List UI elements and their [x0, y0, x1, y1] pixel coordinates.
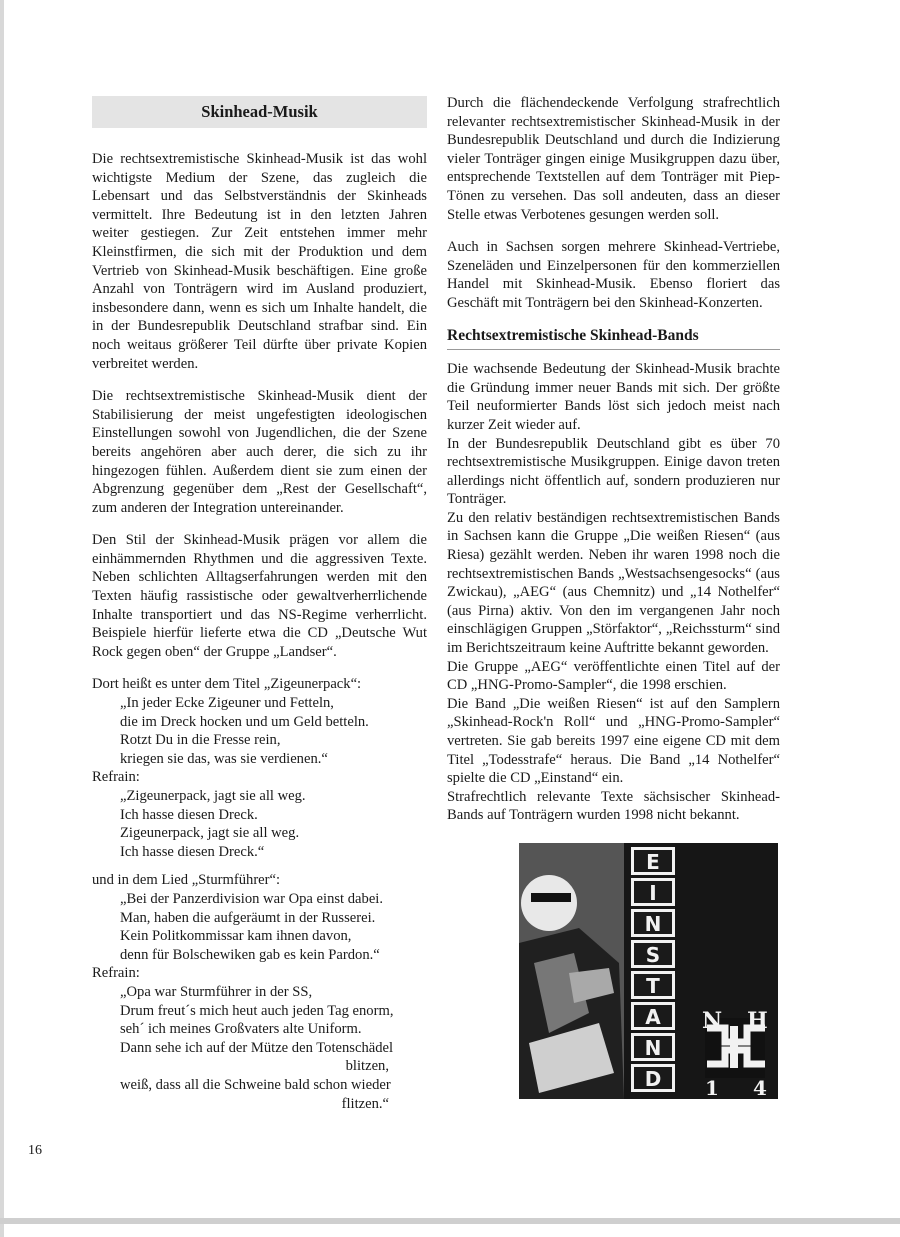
lyric-line: Ich hasse diesen Dreck.“ [120, 843, 265, 860]
paragraph: In der Bundesrepublik Deutschland gibt es über 70 rechtsextremistische Musikgruppen. Einige davon treten allerdings nicht öffentlich auf, sondern produzieren nur Tonträger. [447, 435, 780, 508]
lyric-line: weiß, dass all die Schweine bald schon wieder [120, 1076, 391, 1093]
paragraph: Auch in Sachsen sorgen mehrere Skinhead-Vertriebe, Szeneläden und Einzelpersonen für den kommerziellen Handel mit Skinhead-Musik. Ebenso floriert das Geschäft mit Tonträgern bei den Skinhead-Konzerten. [447, 239, 780, 311]
paragraph: Zu den relativ beständigen rechtsextremistischen Bands in Sachsen kann die Gruppe „Die weißen Riesen“ (aus Riesa) gezählt werden. Neben ihr waren 1998 noch die rechtsextremistischen Bands „Westsachsengesocks“ (aus Zwickau), „AEG“ (aus Chemnitz) und „14 Nothelfer“ (aus Pirna) aktiv. Von den im vergangenen Jahr noch einschlägigen Gruppen „Störfaktor“, „Reichssturm“ sind im Berichtszeitraum keine Auftritte bekannt geworden. [447, 509, 780, 657]
paragraph: Strafrechtlich relevante Texte sächsischer Skinhead-Bands auf Tonträgern wurden 1998 nicht bekannt. [447, 788, 780, 824]
lyric-line: „In jeder Ecke Zigeuner und Fetteln, [120, 695, 334, 712]
cd-cover-art [519, 843, 778, 1099]
logo-number: 4 [753, 1076, 767, 1099]
title-letters [631, 847, 675, 1092]
lyric-line: kriegen sie das, was sie verdienen.“ [120, 750, 328, 767]
paragraph: Den Stil der Skinhead-Musik prägen vor allem die einhämmernden Rhythmen und die aggressiven Texte. Neben schlichten Alltagserfahrungen werden mit den Texten häufig rassistische oder gewaltverherrlichende Inhalte transportiert und das NS-Regime verherrlicht. Beispiele hierfür lieferte etwa die CD „Deutsche Wut Rock gegen oben“ der Gruppe „Landser“. [92, 532, 427, 660]
lyrics-intro: Dort heißt es unter dem Titel „Zigeunerpack“: [92, 676, 362, 693]
lyric-line: die im Dreck hocken und um Geld betteln. [120, 713, 369, 730]
lyric-line: Man, haben die aufgeräumt in der Russerei. [120, 909, 376, 926]
subheading: Rechtsextremistische Skinhead-Bands [447, 327, 780, 351]
page-number: 16 [28, 1143, 42, 1158]
lyrics-block [120, 890, 427, 964]
lyric-line: flitzen.“ [341, 1095, 389, 1112]
lyric-line: blitzen, [345, 1058, 389, 1075]
lyrics-intro: und in dem Lied „Sturmführer“: [92, 872, 281, 889]
lyric-line: seh´ ich meines Großvaters alte Uniform. [120, 1021, 362, 1038]
lyric-line: Kein Politkommissar kam ihnen davon, [120, 928, 352, 945]
logo-letter: N [702, 1008, 723, 1034]
right-column [447, 94, 780, 825]
refrain-block [120, 983, 427, 1113]
title-letter: E [646, 850, 660, 874]
paragraph: Durch die flächendeckende Verfolgung strafrechtlich relevanter rechtsextremistischer Skinhead-Musik in der Bundesrepublik Deutschland und durch die Indizierung vieler Tonträger gingen einige Musikgruppen dazu über, entsprechende Textstellen auf dem Tonträger mit Piep-Tönen zu versehen. Das soll andeuten, dass an dieser Stelle etwas Verbotenes gesungen werden soll. [447, 95, 780, 223]
logo-letter: H [747, 1008, 768, 1034]
paragraph: Die Band „Die weißen Riesen“ ist auf den Samplern „Skinhead-Rock'n Roll“ und „HNG-Promo-Sampler“ vertreten. Sie gab bereits 1997 eine eigene CD mit dem Titel „Todesstrafe“ heraus. Die Band „14 Nothelfer“ spielte die CD „Einstand“ ein. [447, 695, 780, 787]
lyric-line: Dann sehe ich auf der Mütze den Totenschädel [120, 1039, 394, 1056]
scan-edge-left [0, 0, 4, 1237]
lyric-line: „Bei der Panzerdivision war Opa einst dabei. [120, 890, 384, 907]
title-letter: A [645, 1005, 661, 1029]
lyric-line: Ich hasse diesen Dreck. [120, 806, 258, 823]
title-letter: I [649, 881, 657, 905]
title-letter: N [644, 912, 662, 936]
lyric-line: Rotzt Du in die Fresse rein, [120, 732, 281, 749]
lyric-line: „Opa war Sturmführer in der SS, [120, 983, 313, 1000]
lyric-line: denn für Bolschewiken gab es kein Pardon.“ [120, 946, 380, 963]
paragraph: Die Gruppe „AEG“ veröffentlichte einen Titel auf der CD „HNG-Promo-Sampler“, die 1998 erschien. [447, 658, 780, 694]
section-heading: Skinhead-Musik [92, 96, 427, 128]
scan-edge-bottom [0, 1218, 900, 1224]
lyrics-block [120, 694, 427, 768]
lyric-line: Zigeunerpack, jagt sie all weg. [120, 825, 300, 842]
left-column [92, 96, 427, 1113]
title-letter: T [646, 974, 660, 998]
refrain-block [120, 787, 427, 861]
refrain-label: Refrain: [92, 769, 140, 786]
logo-number: 1 [705, 1076, 719, 1099]
paragraph: Die rechtsextremistische Skinhead-Musik ist das wohl wichtigste Medium der Szene, das zugleich die Lebensart und das Selbstverständnis der Skinheads vermittelt. Ihre Bedeutung ist in den letzten Jahren weiter gestiegen. Zur Zeit entstehen immer mehr Kleinstfirmen, die sich mit der Produktion und dem Vertrieb von Skinhead-Musik beschäftigen. Eine große Anzahl von Tonträgern wird im Ausland produziert, insbesondere dann, wenn es sich um Inhalte handelt, die in der Bundesrepublik Deutschland strafbar sind. Ein noch weitaus größerer Teil dürfte über private Kopien verbreitet werden. [92, 151, 427, 372]
figure-head [521, 875, 577, 931]
title-letter: N [644, 1036, 662, 1060]
title-letter: D [644, 1067, 662, 1091]
title-letter: S [645, 943, 661, 967]
cd-cover-image [519, 843, 778, 1099]
refrain-label: Refrain: [92, 965, 140, 982]
paragraph: Die rechtsextremistische Skinhead-Musik dient der Stabilisierung der meist ungefestigten ideologischen Einstellungen sowohl von Jugendlichen, die der Szene bereits angehören aber auch derer, die sich zu ihr hingezogen fühlen. Außerdem dient sie zum einen der Abgrenzung gegenüber dem „Rest der Gesellschaft“, zum anderen der Integration untereinander. [92, 388, 427, 516]
lyric-line: „Zigeunerpack, jagt sie all weg. [120, 788, 306, 804]
lyric-line: Drum freut´s mich heut auch jeden Tag enorm, [120, 1002, 394, 1019]
paragraph: Die wachsende Bedeutung der Skinhead-Musik brachte die Gründung immer neuer Bands mit sich. Der größte Teil neuformierter Bands löst sich jedoch meist nach kurzer Zeit wieder auf. [447, 361, 780, 433]
band-logo [702, 1008, 768, 1099]
